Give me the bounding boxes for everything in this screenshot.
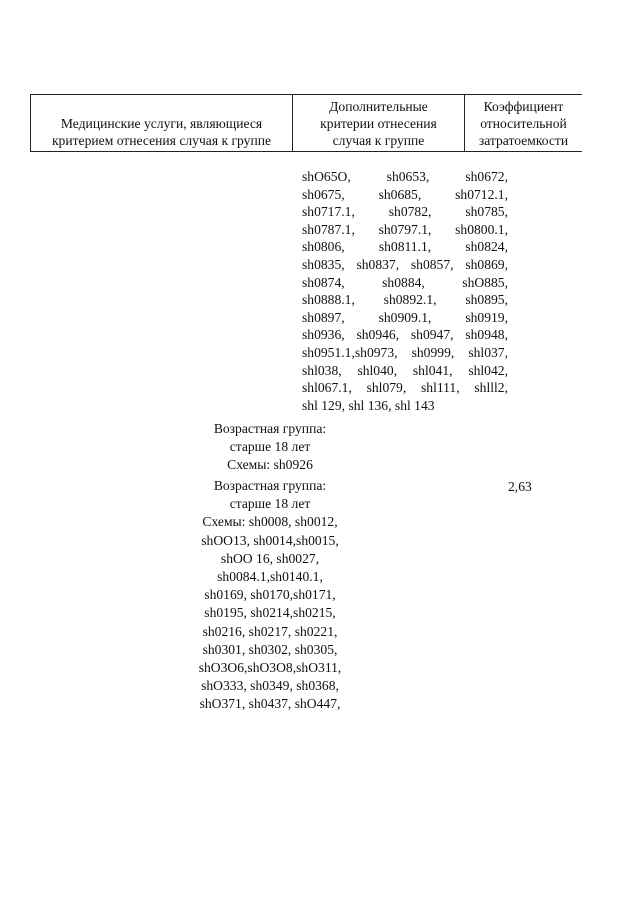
criteria-code: sh0835, (302, 256, 345, 272)
criteria-row (302, 291, 508, 309)
criteria-code: sh0785, (465, 204, 508, 220)
group-line: старше 18 лет (229, 496, 311, 512)
criteria-code: sh0946, (356, 327, 400, 343)
criteria-code: shl067.1, (302, 380, 352, 396)
header-col-services-label: Медицинские услуги, являющиеся критерием отнесения случая к группе (51, 116, 272, 148)
criteria-code: sh0806, (302, 239, 345, 255)
criteria-row (302, 168, 508, 186)
criteria-code: shl042, (468, 362, 508, 378)
group-line: shO371, sh0437, shO447, (199, 696, 341, 712)
criteria-code: sh0888.1, (302, 292, 355, 308)
criteria-code: shlll2, (474, 380, 508, 396)
criteria-code: sh0787.1, (302, 221, 355, 237)
criteria-code: sh0892.1, (383, 292, 437, 308)
group-line: sh0084.1,sh0140.1, (217, 569, 323, 585)
criteria-code: sh0672, (465, 169, 508, 184)
header-col-criteria-label: Дополнительные критерии отнесения случая к группе (320, 99, 437, 148)
criteria-code: sh0919, (465, 309, 508, 325)
criteria-code: sh0811.1, (378, 239, 432, 255)
criteria-code: shl 129, shl 136, shl 143 (302, 397, 435, 413)
criteria-code: shl041, (412, 362, 453, 378)
criteria-code: sh0951.1,sh0973, (302, 344, 398, 360)
criteria-code: shO65O, (302, 169, 351, 184)
group-line: sh0301, sh0302, sh0305, (202, 641, 338, 657)
criteria-code: sh0653, (386, 169, 430, 184)
criteria-code: shl040, (357, 362, 398, 378)
criteria-row (302, 256, 508, 274)
group-line: shO3O6,shO3O8,shO311, (198, 660, 342, 676)
criteria-row (302, 309, 508, 327)
criteria-code: sh0948, (465, 327, 508, 343)
header-col-criteria (292, 95, 464, 151)
criteria-code: sh0675, (302, 186, 345, 202)
criteria-row (302, 238, 508, 256)
group-line: sh0216, sh0217, sh0221, (202, 623, 338, 639)
group-line: sh0169, sh0170,sh0171, (204, 587, 336, 603)
group-line: Схемы: sh0926 (227, 457, 313, 473)
group-line: Возрастная группа: (213, 478, 327, 493)
group-line: старше 18 лет (229, 439, 311, 455)
criteria-row (302, 203, 508, 221)
criteria-code: shl038, (302, 362, 342, 378)
criteria-code: sh0999, (411, 344, 455, 360)
criteria-row (302, 186, 508, 204)
criteria-code: sh0947, (410, 327, 454, 343)
criteria-code: sh0884, (382, 274, 425, 290)
group-line: shOO13, sh0014,sh0015, (201, 532, 339, 548)
criteria-code: sh0857, (410, 256, 454, 272)
criteria-code: sh0800.1, (455, 221, 508, 237)
header-col-coefficient-label: Коэффициент относительной затратоемкости (478, 99, 569, 148)
criteria-code: shO885, (462, 274, 508, 290)
criteria-row (302, 344, 508, 362)
criteria-code: shl079, (366, 380, 407, 396)
criteria-code: sh0869, (465, 256, 508, 272)
criteria-code: sh0936, (302, 327, 345, 343)
criteria-row (302, 221, 508, 239)
criteria-code: sh0895, (465, 292, 508, 308)
criteria-code: sh0909.1, (378, 309, 432, 325)
criteria-code: shl111, (420, 380, 460, 396)
group-line: Возрастная группа: (213, 421, 327, 436)
group-line: Схемы: sh0008, sh0012, (202, 514, 338, 530)
criteria-code: shl037, (468, 344, 508, 360)
group-line: shO333, sh0349, sh0368, (201, 678, 339, 694)
criteria-code: sh0837, (356, 256, 400, 272)
criteria-code: sh0874, (302, 274, 345, 290)
criteria-code: sh0897, (302, 309, 345, 325)
table-header (30, 94, 582, 152)
criteria-code: sh0712.1, (455, 186, 508, 202)
criteria-code: sh0824, (465, 239, 508, 255)
criteria-row (302, 274, 508, 292)
coefficient-value: 2,63 (508, 479, 532, 494)
criteria-row (302, 397, 508, 415)
group-line: sh0195, sh0214,sh0215, (204, 605, 336, 621)
criteria-code: sh0717.1, (302, 204, 355, 220)
criteria-code: sh0797.1, (378, 221, 432, 237)
criteria-code: sh0685, (378, 186, 422, 202)
group-line: shOO 16, sh0027, (220, 550, 320, 566)
criteria-codes-list (302, 168, 508, 414)
age-group-block-2 (160, 477, 380, 714)
criteria-row (302, 362, 508, 380)
age-group-block-1 (160, 420, 380, 475)
criteria-row (302, 379, 508, 397)
header-col-coefficient (464, 95, 582, 151)
criteria-row (302, 326, 508, 344)
header-col-services (30, 95, 292, 151)
criteria-code: sh0782, (388, 204, 432, 220)
